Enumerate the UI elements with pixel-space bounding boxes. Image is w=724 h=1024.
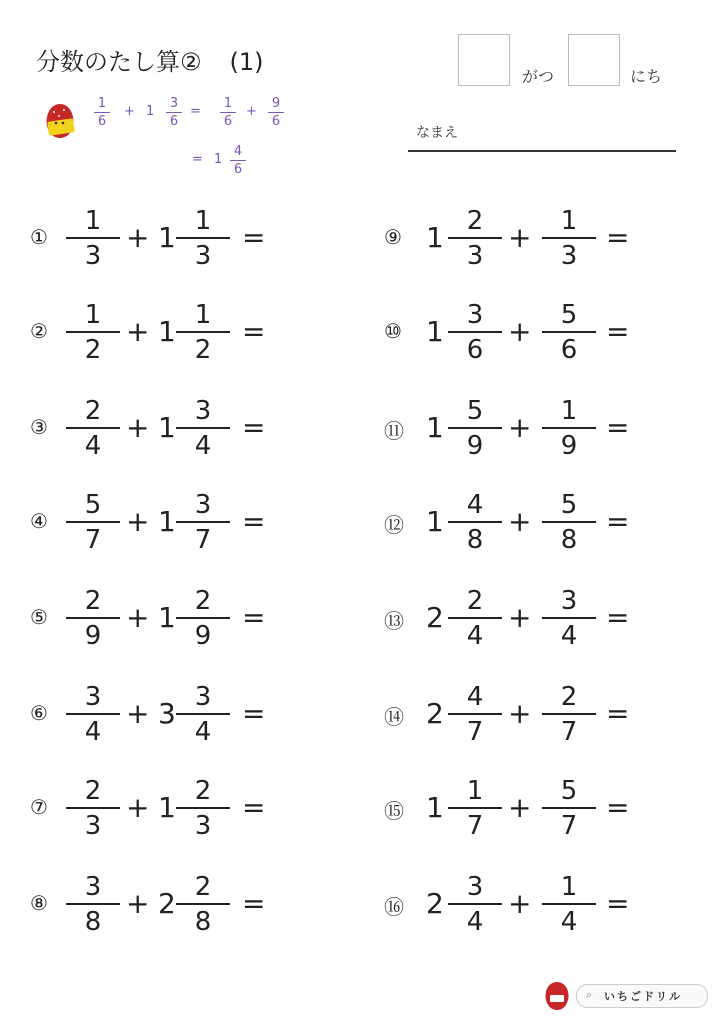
equals-sign: = xyxy=(242,411,266,444)
denominator: 7 xyxy=(560,717,578,747)
example-fraction-b xyxy=(166,96,182,129)
numerator: 3 xyxy=(169,96,179,111)
denominator: 8 xyxy=(194,907,212,937)
fraction-1 xyxy=(66,396,120,460)
fraction-bar xyxy=(176,713,230,715)
numerator: 5 xyxy=(466,396,484,426)
plus-sign: + xyxy=(126,601,150,634)
numerator: 1 xyxy=(560,872,578,902)
numerator: 4 xyxy=(233,144,243,159)
title-number: (1) xyxy=(229,48,264,76)
fraction-2 xyxy=(176,490,230,554)
fraction-2 xyxy=(176,206,230,270)
numerator: 3 xyxy=(466,300,484,330)
equals-sign: = xyxy=(242,887,266,920)
denominator: 3 xyxy=(194,241,212,271)
problem-row xyxy=(384,776,704,840)
plus-sign: + xyxy=(508,791,532,824)
denominator: 3 xyxy=(466,241,484,271)
plus-sign: + xyxy=(508,411,532,444)
fraction-bar xyxy=(448,427,502,429)
fraction-bar xyxy=(66,807,120,809)
problem-number: ⑦ xyxy=(30,795,48,819)
fraction-2 xyxy=(542,872,596,936)
denominator: 2 xyxy=(84,335,102,365)
denominator: 4 xyxy=(84,717,102,747)
numerator: 3 xyxy=(560,586,578,616)
problem-row xyxy=(30,776,350,840)
numerator: 2 xyxy=(466,586,484,616)
numerator: 2 xyxy=(84,396,102,426)
denominator: 7 xyxy=(560,811,578,841)
fraction-1 xyxy=(448,206,502,270)
fraction-bar xyxy=(542,237,596,239)
numerator: 9 xyxy=(271,96,281,111)
numerator: 4 xyxy=(466,682,484,712)
denominator: 6 xyxy=(97,114,107,129)
fraction-bar xyxy=(448,713,502,715)
problem-row xyxy=(384,586,704,650)
fraction-bar xyxy=(448,903,502,905)
whole-number-1: 1 xyxy=(426,791,444,824)
equals-sign: = xyxy=(606,887,630,920)
problem-number: ① xyxy=(30,225,48,249)
problem-number: ⑥ xyxy=(30,701,48,725)
equals-sign: = xyxy=(606,505,630,538)
numerator: 2 xyxy=(560,682,578,712)
numerator: 2 xyxy=(194,872,212,902)
denominator: 8 xyxy=(560,525,578,555)
equals-sign: = xyxy=(242,221,266,254)
fraction-1 xyxy=(448,586,502,650)
fraction-bar xyxy=(542,903,596,905)
fraction-2 xyxy=(542,396,596,460)
fraction-1 xyxy=(66,300,120,364)
denominator: 4 xyxy=(560,621,578,651)
equals-sign: = xyxy=(606,315,630,348)
fraction-bar xyxy=(176,903,230,905)
fraction-bar xyxy=(176,427,230,429)
fraction-2 xyxy=(176,872,230,936)
numerator: 5 xyxy=(560,300,578,330)
plus-sign: + xyxy=(246,104,257,119)
numerator: 1 xyxy=(84,300,102,330)
fraction-1 xyxy=(66,682,120,746)
equals-sign: = xyxy=(192,152,203,167)
problem-row xyxy=(30,586,350,650)
numerator: 1 xyxy=(223,96,233,111)
problem-row xyxy=(30,682,350,746)
example-fraction-d xyxy=(268,96,284,129)
fraction-2 xyxy=(176,682,230,746)
fraction-1 xyxy=(66,872,120,936)
fraction-bar xyxy=(176,617,230,619)
whole-number-1: 1 xyxy=(426,411,444,444)
numerator: 5 xyxy=(560,776,578,806)
whole-number-2: 1 xyxy=(158,315,176,348)
fraction-2 xyxy=(542,206,596,270)
plus-sign: + xyxy=(508,601,532,634)
plus-sign: + xyxy=(124,104,135,119)
example-expression xyxy=(0,0,724,200)
plus-sign: + xyxy=(508,315,532,348)
fraction-bar xyxy=(542,807,596,809)
problem-number: ④ xyxy=(30,509,48,533)
problem-number: ⑪ xyxy=(384,419,404,443)
equals-sign: = xyxy=(242,791,266,824)
problem-number: ⑯ xyxy=(384,895,404,919)
denominator: 7 xyxy=(466,717,484,747)
numerator: 2 xyxy=(84,586,102,616)
logo-text: いちごドリル xyxy=(604,990,682,1003)
denominator: 8 xyxy=(84,907,102,937)
fraction-1 xyxy=(66,776,120,840)
fraction-2 xyxy=(542,682,596,746)
fraction-1 xyxy=(66,490,120,554)
plus-sign: + xyxy=(126,505,150,538)
equals-sign: = xyxy=(242,697,266,730)
problem-row xyxy=(384,682,704,746)
denominator: 6 xyxy=(271,114,281,129)
numerator: 1 xyxy=(194,300,212,330)
fraction-bar xyxy=(176,331,230,333)
equals-sign: = xyxy=(606,221,630,254)
equals-sign: = xyxy=(242,601,266,634)
whole-number-1: 2 xyxy=(426,887,444,920)
fraction-1 xyxy=(448,396,502,460)
name-label: なまえ xyxy=(416,125,458,141)
denominator: 4 xyxy=(560,907,578,937)
whole-number-2: 3 xyxy=(158,697,176,730)
plus-sign: + xyxy=(508,505,532,538)
fraction-2 xyxy=(542,586,596,650)
plus-sign: + xyxy=(126,887,150,920)
problem-number: ⑬ xyxy=(384,609,404,633)
plus-sign: + xyxy=(126,697,150,730)
denominator: 7 xyxy=(84,525,102,555)
plus-sign: + xyxy=(126,791,150,824)
problem-number: ⑮ xyxy=(384,799,404,823)
whole-number-2: 1 xyxy=(158,221,176,254)
denominator: 3 xyxy=(84,241,102,271)
whole-number-2: 1 xyxy=(158,601,176,634)
problem-number: ⑤ xyxy=(30,605,48,629)
whole-number-1: 1 xyxy=(426,505,444,538)
fraction-bar xyxy=(66,521,120,523)
problem-number: ⑨ xyxy=(384,225,402,249)
problem-number: ⑧ xyxy=(30,891,48,915)
denominator: 9 xyxy=(194,621,212,651)
denominator: 4 xyxy=(194,717,212,747)
denominator: 4 xyxy=(84,431,102,461)
numerator: 1 xyxy=(97,96,107,111)
denominator: 6 xyxy=(560,335,578,365)
denominator: 6 xyxy=(466,335,484,365)
denominator: 2 xyxy=(194,335,212,365)
fraction-bar xyxy=(448,807,502,809)
denominator: 9 xyxy=(560,431,578,461)
example-fraction-result xyxy=(230,144,246,177)
whole-number-1: 2 xyxy=(426,601,444,634)
fraction-bar xyxy=(542,331,596,333)
denominator: 9 xyxy=(84,621,102,651)
example-fraction-c xyxy=(220,96,236,129)
fraction-bar xyxy=(66,427,120,429)
numerator: 1 xyxy=(560,396,578,426)
fraction-1 xyxy=(448,490,502,554)
problem-number: ⑩ xyxy=(384,319,402,343)
whole-number-2: 1 xyxy=(158,505,176,538)
numerator: 3 xyxy=(466,872,484,902)
equals-sign: = xyxy=(606,411,630,444)
fraction-bar xyxy=(448,331,502,333)
whole-number: 1 xyxy=(146,104,155,119)
plus-sign: + xyxy=(126,411,150,444)
problem-row xyxy=(384,300,704,364)
fraction-bar xyxy=(176,521,230,523)
fraction-bar xyxy=(542,617,596,619)
fraction-2 xyxy=(176,396,230,460)
problem-row xyxy=(30,300,350,364)
day-label: にち xyxy=(630,67,663,86)
search-icon: ⌕ xyxy=(586,988,593,1001)
title-text: 分数のたし算② xyxy=(36,48,202,76)
fraction-bar xyxy=(448,237,502,239)
fraction-bar xyxy=(176,807,230,809)
numerator: 2 xyxy=(466,206,484,236)
fraction-bar xyxy=(66,903,120,905)
numerator: 1 xyxy=(84,206,102,236)
fraction-2 xyxy=(176,300,230,364)
denominator: 6 xyxy=(169,114,179,129)
denominator: 9 xyxy=(466,431,484,461)
whole-number-1: 2 xyxy=(426,697,444,730)
numerator: 3 xyxy=(84,872,102,902)
fraction-1 xyxy=(448,300,502,364)
numerator: 4 xyxy=(466,490,484,520)
equals-sign: = xyxy=(606,697,630,730)
fraction-bar xyxy=(542,521,596,523)
numerator: 3 xyxy=(194,490,212,520)
fraction-bar xyxy=(448,617,502,619)
whole-number-1: 1 xyxy=(426,315,444,348)
equals-sign: = xyxy=(242,505,266,538)
fraction-1 xyxy=(66,586,120,650)
plus-sign: + xyxy=(508,887,532,920)
problem-number: ③ xyxy=(30,415,48,439)
numerator: 3 xyxy=(194,682,212,712)
whole-number-1: 1 xyxy=(426,221,444,254)
problem-row xyxy=(30,872,350,936)
fraction-1 xyxy=(66,206,120,270)
example-fraction-a xyxy=(94,96,110,129)
denominator: 7 xyxy=(194,525,212,555)
fraction-bar xyxy=(542,427,596,429)
denominator: 4 xyxy=(194,431,212,461)
problem-number: ⑭ xyxy=(384,705,404,729)
numerator: 2 xyxy=(84,776,102,806)
plus-sign: + xyxy=(126,221,150,254)
denominator: 6 xyxy=(233,162,243,177)
problem-row xyxy=(384,872,704,936)
denominator: 7 xyxy=(466,811,484,841)
problem-row xyxy=(384,206,704,270)
problem-row xyxy=(384,396,704,460)
whole-number-2: 1 xyxy=(158,411,176,444)
denominator: 3 xyxy=(84,811,102,841)
fraction-bar xyxy=(66,237,120,239)
denominator: 3 xyxy=(194,811,212,841)
fraction-2 xyxy=(176,586,230,650)
fraction-1 xyxy=(448,776,502,840)
numerator: 3 xyxy=(194,396,212,426)
numerator: 5 xyxy=(84,490,102,520)
plus-sign: + xyxy=(508,221,532,254)
fraction-2 xyxy=(542,490,596,554)
whole-number: 1 xyxy=(214,152,223,167)
denominator: 3 xyxy=(560,241,578,271)
problem-number: ⑫ xyxy=(384,513,404,537)
plus-sign: + xyxy=(126,315,150,348)
fraction-bar xyxy=(66,617,120,619)
strawberry-logo-icon xyxy=(542,980,572,1012)
equals-sign: = xyxy=(606,601,630,634)
fraction-bar xyxy=(448,521,502,523)
numerator: 1 xyxy=(466,776,484,806)
numerator: 5 xyxy=(560,490,578,520)
fraction-2 xyxy=(542,776,596,840)
fraction-bar xyxy=(66,713,120,715)
whole-number-2: 2 xyxy=(158,887,176,920)
denominator: 8 xyxy=(466,525,484,555)
problem-row xyxy=(384,490,704,554)
whole-number-2: 1 xyxy=(158,791,176,824)
numerator: 2 xyxy=(194,586,212,616)
plus-sign: + xyxy=(508,697,532,730)
denominator: 4 xyxy=(466,621,484,651)
fraction-2 xyxy=(542,300,596,364)
fraction-bar xyxy=(542,713,596,715)
denominator: 6 xyxy=(223,114,233,129)
equals-sign: = xyxy=(190,104,201,119)
numerator: 3 xyxy=(84,682,102,712)
fraction-1 xyxy=(448,872,502,936)
equals-sign: = xyxy=(242,315,266,348)
fraction-1 xyxy=(448,682,502,746)
problem-row xyxy=(30,206,350,270)
fraction-bar xyxy=(66,331,120,333)
numerator: 1 xyxy=(194,206,212,236)
equals-sign: = xyxy=(606,791,630,824)
denominator: 4 xyxy=(466,907,484,937)
numerator: 1 xyxy=(560,206,578,236)
fraction-bar xyxy=(176,237,230,239)
problem-row xyxy=(30,396,350,460)
problem-number: ② xyxy=(30,319,48,343)
month-label: がつ xyxy=(522,67,555,86)
numerator: 2 xyxy=(194,776,212,806)
fraction-2 xyxy=(176,776,230,840)
problem-row xyxy=(30,490,350,554)
